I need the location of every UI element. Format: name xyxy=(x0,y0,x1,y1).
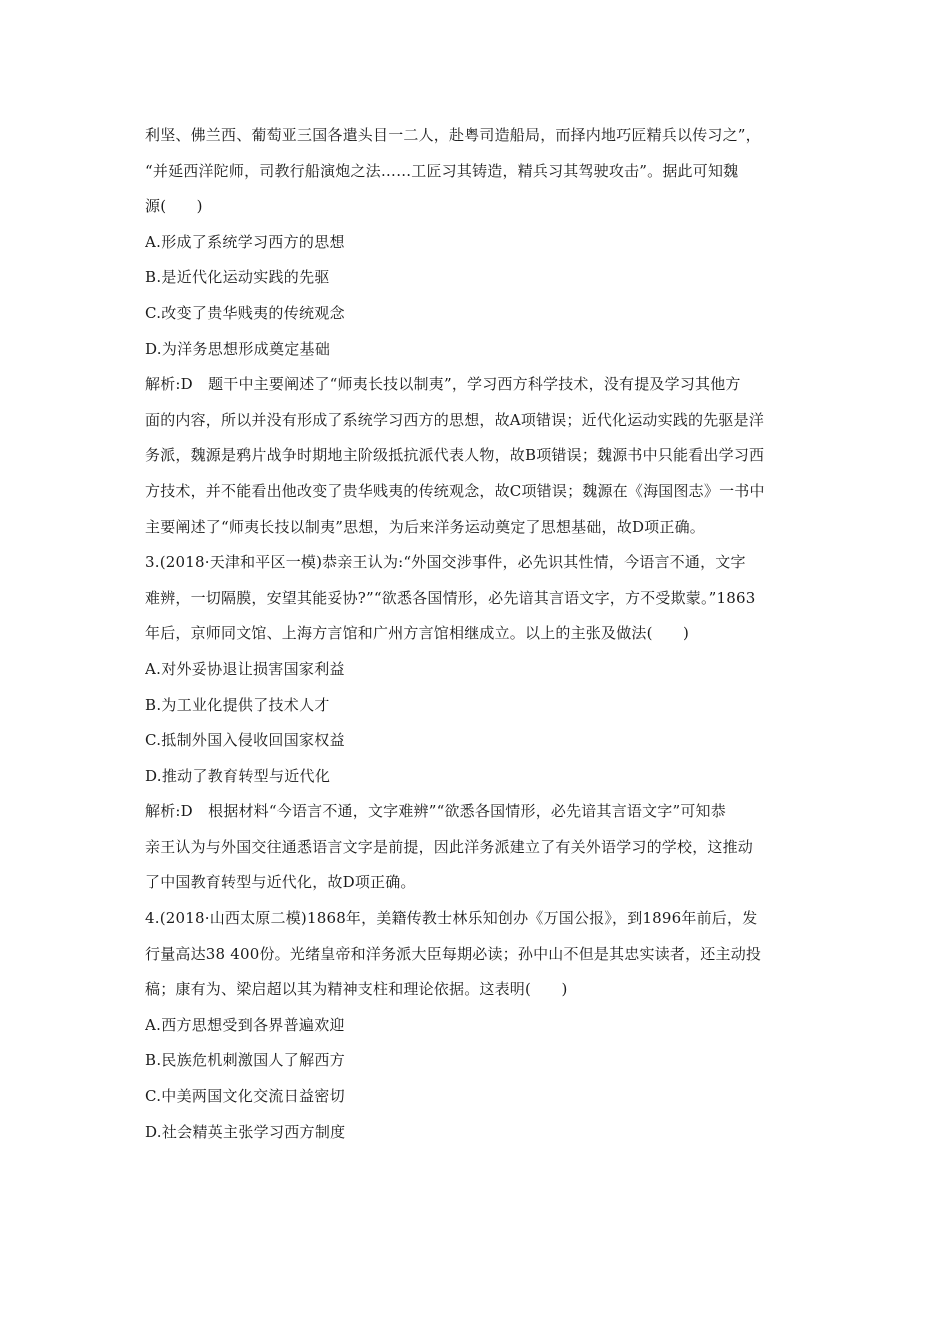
option-d: D.推动了教育转型与近代化 xyxy=(145,766,331,785)
question-4-line: 4.(2018·山西太原二模)1868年，美籍传教士林乐知创办《万国公报》，到1896年前后，发 xyxy=(145,909,758,928)
analysis-line: 解析:D 根据材料“今语言不通，文字难辨”“欲悉各国情形，必先谙其言语文字”可知恭 xyxy=(145,802,726,821)
analysis-line: 解析:D 题干中主要阐述了“师夷长技以制夷”，学习西方科学技术，没有提及学习其他方 xyxy=(145,375,741,394)
option-b: B.民族危机刺激国人了解西方 xyxy=(145,1051,345,1070)
option-d: D.社会精英主张学习西方制度 xyxy=(145,1122,346,1141)
option-b: B.为工业化提供了技术人才 xyxy=(145,695,330,714)
option-c: C.抵制外国入侵收回国家权益 xyxy=(145,731,345,750)
analysis-line: 亲王认为与外国交往通悉语言文字是前提，因此洋务派建立了有关外语学习的学校，这推动 xyxy=(145,837,754,856)
option-c: C.中美两国文化交流日益密切 xyxy=(145,1087,345,1106)
option-a: A.形成了系统学习西方的思想 xyxy=(145,232,345,251)
document-body xyxy=(145,118,815,1150)
analysis-line: 方技术，并不能看出他改变了贵华贱夷的传统观念，故C项错误；魏源在《海国图志》一书中 xyxy=(145,481,765,500)
text-line: “并延西洋陀师，司教行船演炮之法……工匠习其铸造，精兵习其驾驶攻击”。据此可知魏 xyxy=(145,161,739,180)
analysis-line: 主要阐述了“师夷长技以制夷”思想，为后来洋务运动奠定了思想基础，故D项正确。 xyxy=(145,517,705,536)
option-a: A.西方思想受到各界普遍欢迎 xyxy=(145,1015,345,1034)
analysis-line: 务派，魏源是鸦片战争时期地主阶级抵抗派代表人物，故B项错误；魏源书中只能看出学习西 xyxy=(145,446,765,465)
question-3-line: 年后，京师同文馆、上海方言馆和广州方言馆相继成立。以上的主张及做法( ) xyxy=(145,624,690,643)
option-a: A.对外妥协退让损害国家利益 xyxy=(145,659,345,678)
option-d: D.为洋务思想形成奠定基础 xyxy=(145,339,331,358)
question-stem-end: 源( ) xyxy=(145,197,203,216)
analysis-line: 面的内容，所以并没有形成了系统学习西方的思想，故A项错误；近代化运动实践的先驱是洋 xyxy=(145,410,765,429)
question-3-line: 3.(2018·天津和平区一模)恭亲王认为:“外国交涉事件，必先识其性情，今语言不通，文字 xyxy=(145,553,746,572)
question-4-line: 行量高达38 400份。光绪皇帝和洋务派大臣每期必读；孙中山不但是其忠实读者，还主动投 xyxy=(145,944,762,963)
option-c: C.改变了贵华贱夷的传统观念 xyxy=(145,303,345,322)
question-3-line: 难辨，一切隔膜，安望其能妥协?”“欲悉各国情形，必先谙其言语文字，方不受欺蒙。”1863 xyxy=(145,588,756,607)
analysis-line: 了中国教育转型与近代化，故D项正确。 xyxy=(145,873,416,892)
question-4-line: 稿；康有为、梁启超以其为精神支柱和理论依据。这表明( ) xyxy=(145,980,568,999)
option-b: B.是近代化运动实践的先驱 xyxy=(145,268,330,287)
text-line: 利坚、佛兰西、葡萄亚三国各遣头目一二人，赴粤司造船局，而择内地巧匠精兵以传习之”， xyxy=(145,126,761,144)
